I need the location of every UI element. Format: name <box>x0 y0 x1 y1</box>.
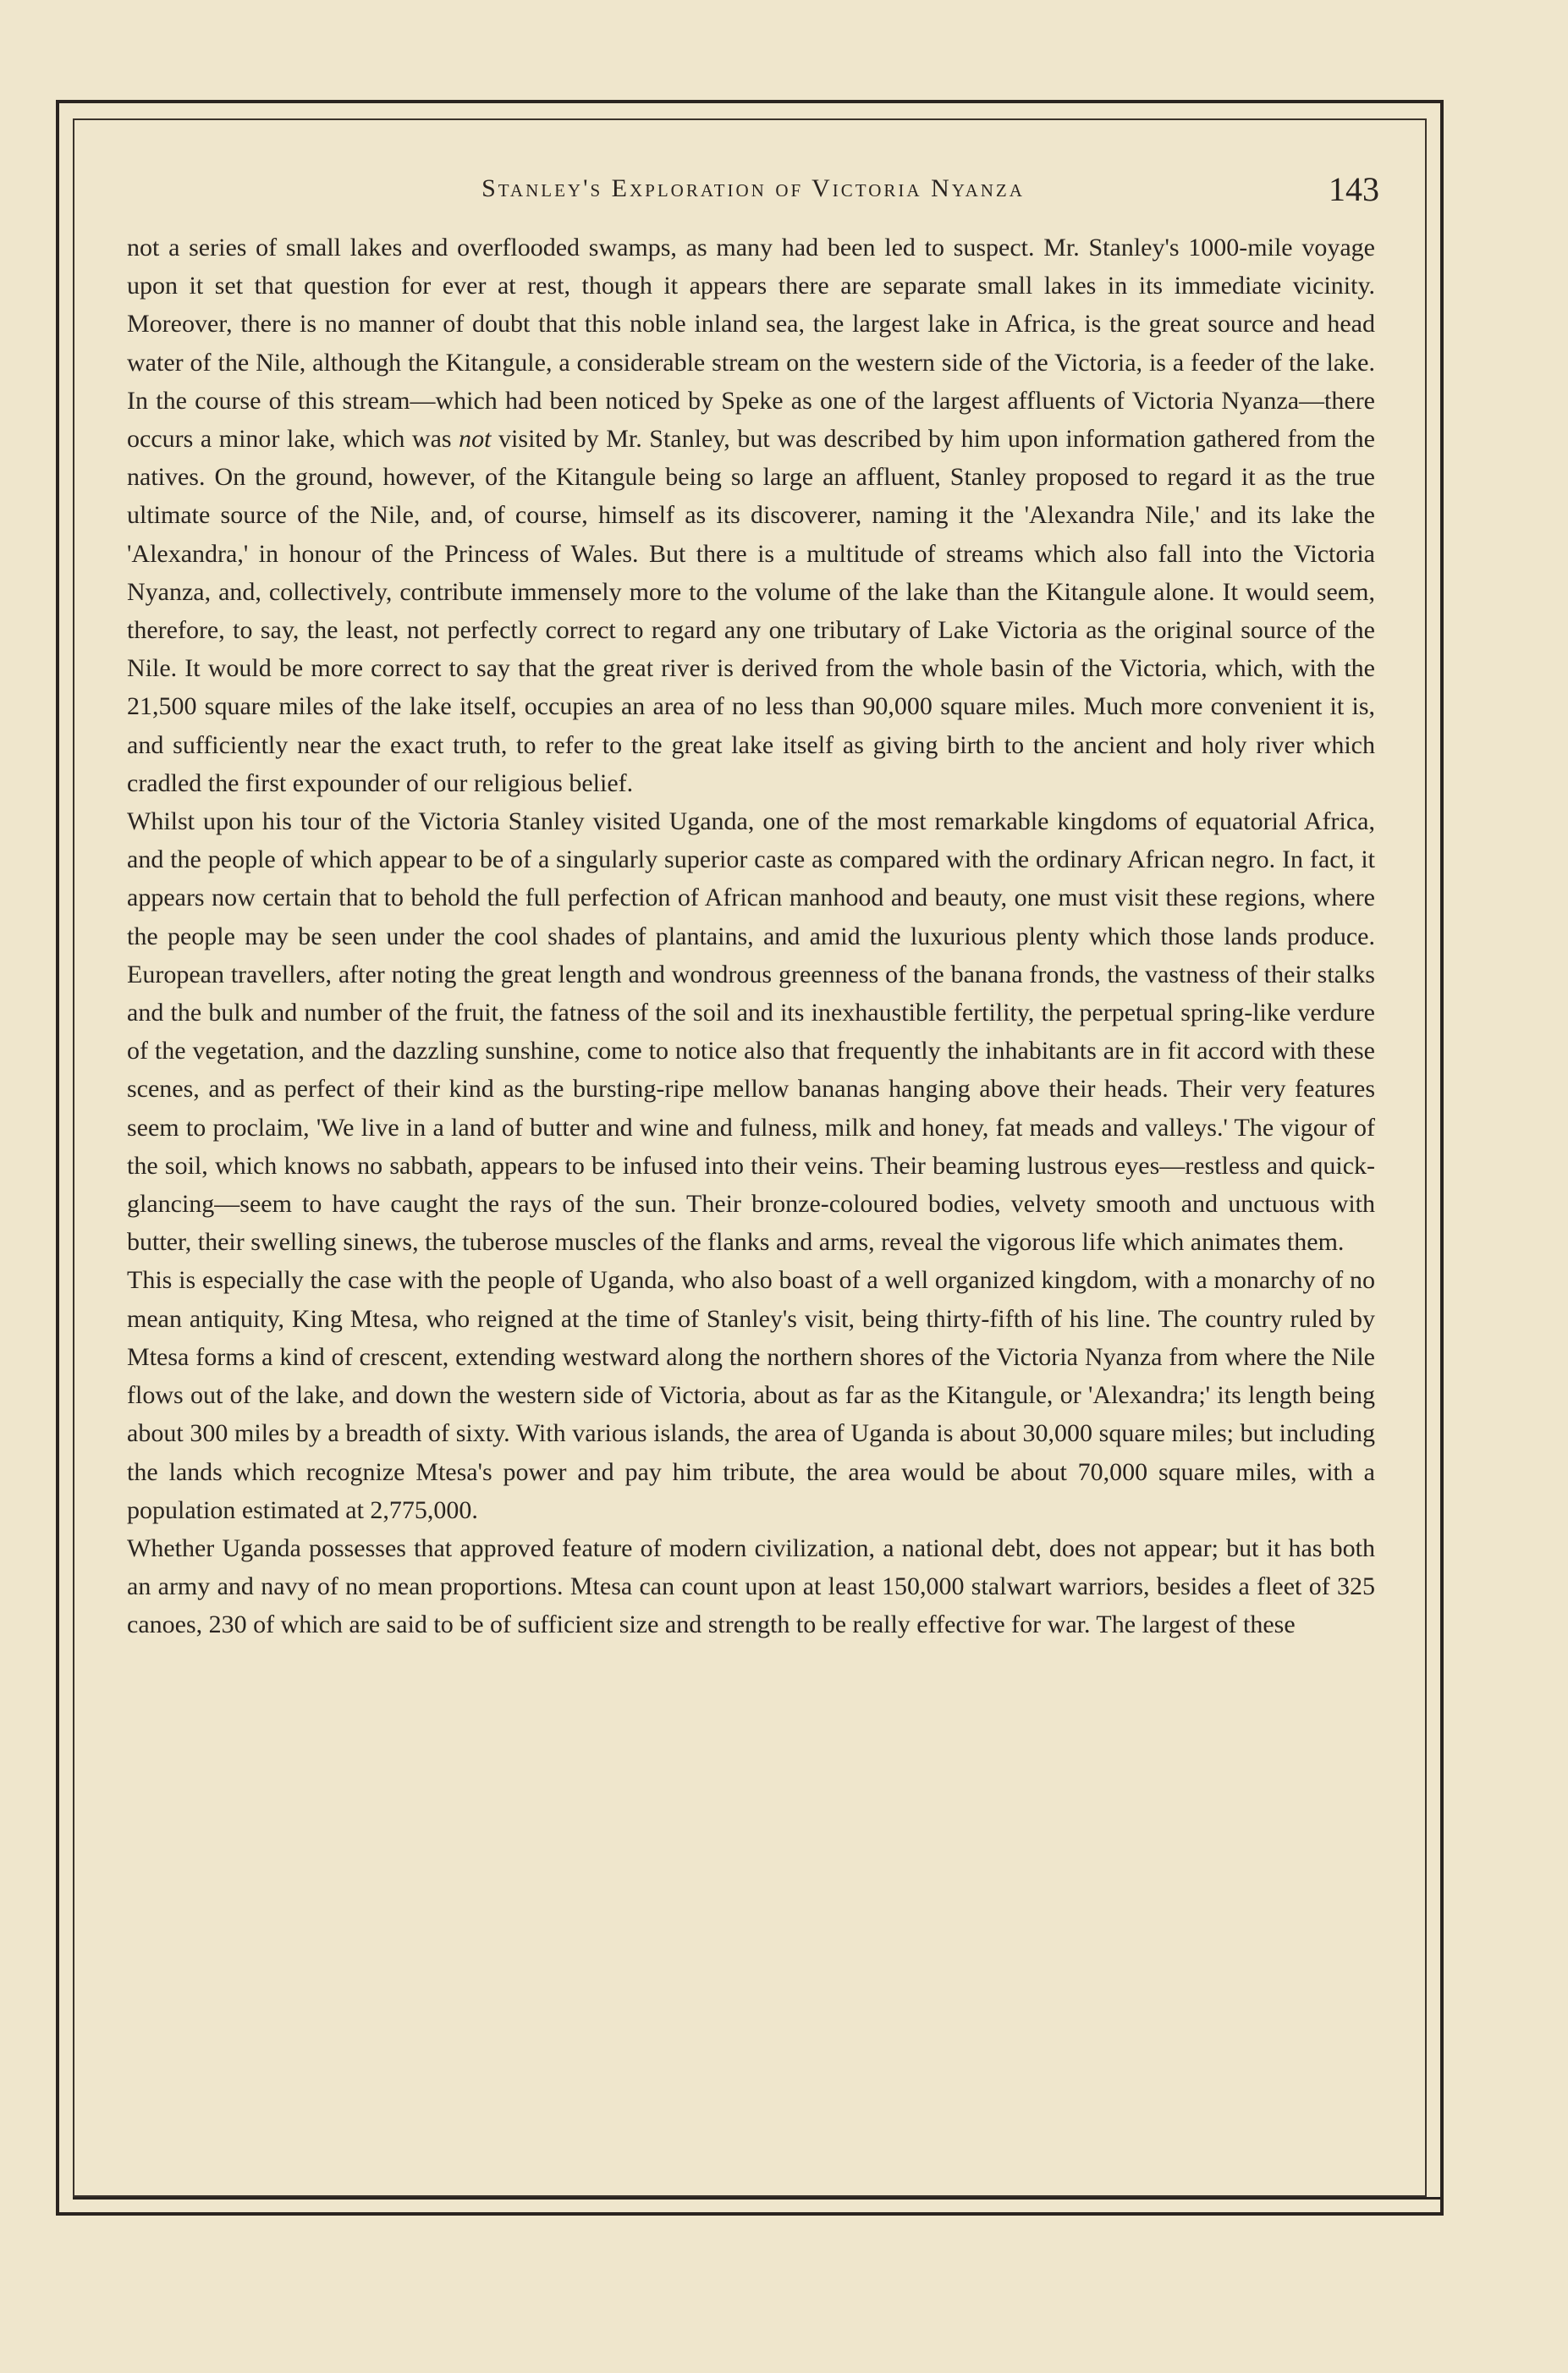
paragraph-4: Whether Uganda possesses that approved feature of modern civilization, a national debt, does not appear; but it has both an army and navy of no mean proportions. Mtesa can count upon at least 150,000 stalwart warriors, besides a fleet of 325 canoes, 230 of which are said to be of sufficient size and strength to be really effective for war. The largest of these <box>127 1533 1375 1639</box>
italic-not: not <box>459 425 492 454</box>
running-title: Stanley's Exploration of Victoria Nyanza <box>481 174 1025 202</box>
paragraph-1-part-a: not a series of small lakes and overflooded swamps, as many had been led to suspect. Mr. Stanley's 1000-mile voyage upon it set that question for ever at rest, though it appears there are separate small lakes in its immediate vicinity. Moreover, there is no manner of doubt that this noble inland sea, the largest lake in Africa, is the great source and head water of the Nile, although the Kitangule, a considerable stream on the western side of the Victoria, is a feeder of the lake. In the course of this stream—which had been noticed by Speke as one of the largest affluents of Victoria Nyanza—there occurs a minor lake, which was <box>127 234 1375 454</box>
paragraph-1-part-b: visited by Mr. Stanley, but was described by him upon information gathered from the natives. On the ground, however, of the Kitangule being so large an affluent, Stanley proposed to regard it as the true ultimate source of the Nile, and, of course, himself as its discoverer, naming it the 'Alexandra Nile,' and its lake the 'Alexandra,' in honour of the Princess of Wales. But there is a multitude of streams which also fall into the Victoria Nyanza, and, collectively, contribute immensely more to the volume of the lake than the Kitangule alone. It would seem, therefore, to say, the least, not perfectly correct to regard any one tributary of Lake Victoria as the original source of the Nile. It would be more correct to say that the great river is derived from the whole basin of the Victoria, which, with the 21,500 square miles of the lake itself, occupies an area of no less than 90,000 square miles. Much more convenient it is, and sufficiently near the exact truth, to refer to the great lake itself as giving birth to the ancient and holy river which cradled the first expounder of our religious belief. <box>127 425 1375 797</box>
running-head <box>127 169 1379 212</box>
page-number: 143 <box>1329 170 1379 208</box>
paragraph-2: Whilst upon his tour of the Victoria Stanley visited Uganda, one of the most remarkable kingdoms of equatorial Africa, and the people of which appear to be of a singularly superior caste as compared with the ordinary African negro. In fact, it appears now certain that to behold the full perfection of African manhood and beauty, one must visit these regions, where the people may be seen under the cool shades of plantains, and amid the luxurious plenty which those lands produce. European travellers, after noting the great length and wondrous greenness of the banana fronds, the vastness of their stalks and the bulk and number of the fruit, the fatness of the soil and its inexhaustible fertility, the perpetual spring-like verdure of the vegetation, and the dazzling sunshine, come to notice also that frequently the inhabitants are in fit accord with these scenes, and as perfect of their kind as the bursting-ripe mellow bananas hanging above their heads. Their very features seem to proclaim, 'We live in a land of butter and wine and fulness, milk and honey, fat meads and valleys.' The vigour of the soil, which knows no sabbath, appears to be infused into their veins. Their beaming lustrous eyes—restless and quick-glancing—seem to have caught the rays of the sun. Their bronze-coloured bodies, velvety smooth and unctuous with butter, their swelling sinews, the tuberose muscles of the flanks and arms, reveal the vigorous life which animates them. <box>127 807 1375 1257</box>
paragraph-3: This is especially the case with the people of Uganda, who also boast of a well organized kingdom, with a monarchy of no mean antiquity, King Mtesa, who reigned at the time of Stanley's visit, being thirty-fifth of his line. The country ruled by Mtesa forms a kind of crescent, extending westward along the northern shores of the Victoria Nyanza from where the Nile flows out of the lake, and down the western side of Victoria, about as far as the Kitangule, or 'Alexandra;' its length being about 300 miles by a breadth of sixty. With various islands, the area of Uganda is about 30,000 square miles; but including the lands which recognize Mtesa's power and pay him tribute, the area would be about 70,000 square miles, with a population estimated at 2,775,000. <box>127 1266 1375 1524</box>
bottom-rule <box>73 2197 1444 2200</box>
body-text <box>127 228 1375 1644</box>
paragraph-1 <box>127 228 1375 802</box>
